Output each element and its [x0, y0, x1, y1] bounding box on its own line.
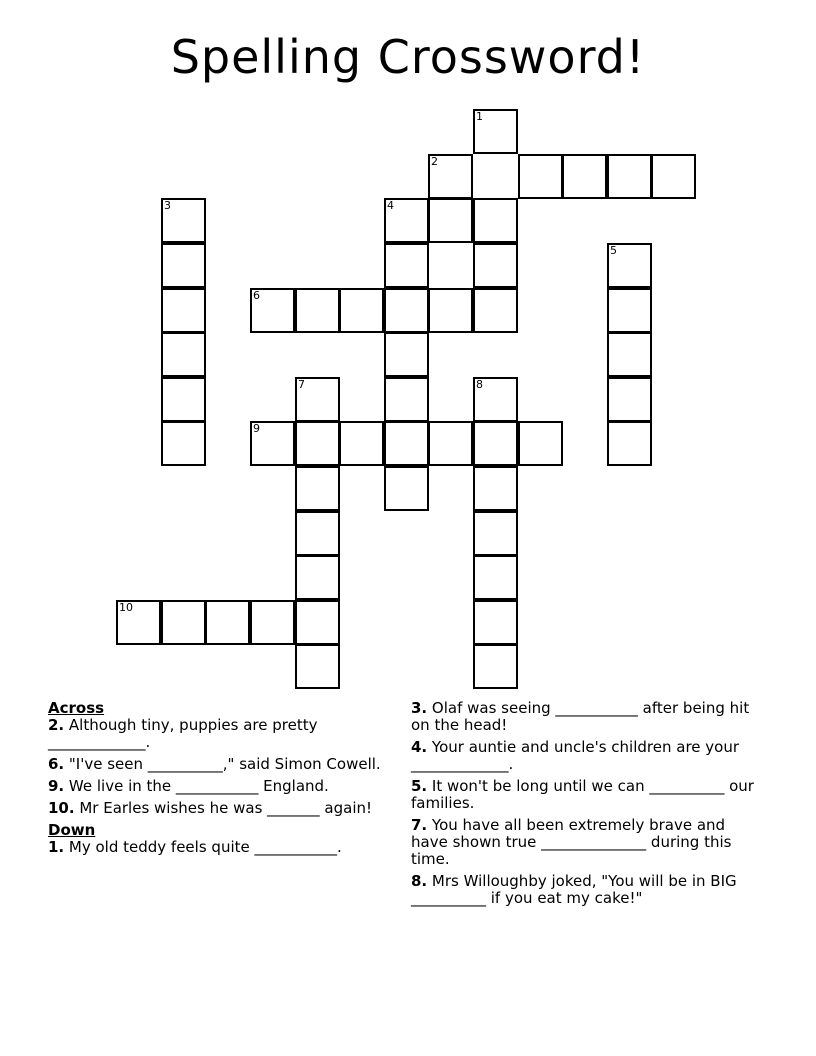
clue-down-3 [411, 700, 756, 734]
crossword-cell[interactable] [473, 511, 518, 556]
crossword-cell[interactable] [161, 377, 206, 422]
clue-number: 7. [411, 816, 428, 834]
crossword-cell[interactable] [339, 421, 384, 466]
crossword-cell[interactable] [384, 288, 429, 333]
clue-text: Mrs Willoughby joked, "You will be in BIG __________ if you eat my cake!" [411, 872, 737, 907]
crossword-cell[interactable] [295, 600, 340, 645]
crossword-cell[interactable] [473, 421, 518, 466]
crossword-cell[interactable] [518, 421, 563, 466]
crossword-cell[interactable] [562, 154, 607, 199]
clue-number: 9. [48, 777, 65, 795]
clue-down-8 [411, 873, 756, 907]
crossword-cell[interactable] [607, 154, 652, 199]
crossword-cell[interactable] [607, 288, 652, 333]
crossword-cell[interactable] [473, 555, 518, 600]
clue-across-9 [48, 778, 393, 795]
crossword-cell[interactable] [295, 466, 340, 511]
crossword-cell[interactable] [651, 154, 696, 199]
crossword-cell[interactable] [295, 555, 340, 600]
clue-down-7 [411, 817, 756, 868]
crossword-cell[interactable] [428, 421, 473, 466]
clue-text: It won't be long until we can __________ our families. [411, 777, 754, 812]
down-heading: Down [48, 821, 96, 839]
clue-text: Olaf was seeing ___________ after being hit on the head! [411, 699, 750, 734]
clue-across-10 [48, 800, 393, 817]
clue-down-5 [411, 778, 756, 812]
crossword-cell[interactable] [384, 332, 429, 377]
crossword-cell[interactable] [428, 198, 473, 243]
crossword-cell[interactable] [384, 466, 429, 511]
cell-number: 4 [387, 199, 394, 212]
crossword-cell[interactable] [607, 421, 652, 466]
cell-number: 1 [476, 110, 483, 123]
clue-number: 6. [48, 755, 65, 773]
clue-text: Your auntie and uncle's children are your _____________. [411, 738, 740, 773]
clue-text: "I've seen __________," said Simon Cowell. [64, 755, 381, 773]
clue-text: We live in the ___________ England. [64, 777, 329, 795]
crossword-cell[interactable] [607, 243, 652, 288]
crossword-cell[interactable] [428, 154, 473, 199]
crossword-cell[interactable] [384, 421, 429, 466]
crossword-cell[interactable] [473, 600, 518, 645]
crossword-cell[interactable] [295, 644, 340, 689]
crossword-cell[interactable] [473, 243, 518, 288]
crossword-cell[interactable] [384, 243, 429, 288]
cell-number: 6 [253, 289, 260, 302]
crossword-cell[interactable] [607, 332, 652, 377]
clue-number: 1. [48, 838, 65, 856]
crossword-cell[interactable] [205, 600, 250, 645]
crossword-cell[interactable] [295, 421, 340, 466]
crossword-cell[interactable] [161, 421, 206, 466]
clues-left-column [48, 700, 393, 861]
crossword-cell[interactable] [339, 288, 384, 333]
cell-number: 7 [298, 378, 305, 391]
crossword-cell[interactable] [250, 600, 295, 645]
crossword-cell[interactable] [428, 288, 473, 333]
clues-right-column [411, 700, 756, 912]
clue-text: Mr Earles wishes he was _______ again! [74, 799, 373, 817]
crossword-cell[interactable] [473, 198, 518, 243]
crossword-cell[interactable] [384, 377, 429, 422]
clue-text: My old teddy feels quite ___________. [64, 838, 342, 856]
clue-down-1 [48, 839, 393, 856]
crossword-cell[interactable] [607, 377, 652, 422]
crossword-cell[interactable] [295, 288, 340, 333]
crossword-cell[interactable] [473, 109, 518, 154]
clue-across-6 [48, 756, 393, 773]
clue-text: You have all been extremely brave and have shown true ______________ during this time. [411, 816, 732, 868]
crossword-cell[interactable] [295, 377, 340, 422]
crossword-cell[interactable] [473, 644, 518, 689]
clue-across-2 [48, 717, 393, 751]
clue-down-4 [411, 739, 756, 773]
crossword-cell[interactable] [161, 288, 206, 333]
clue-number: 10. [48, 799, 75, 817]
crossword-cell[interactable] [295, 511, 340, 556]
crossword-cell[interactable] [161, 332, 206, 377]
crossword-cell[interactable] [250, 421, 295, 466]
crossword-cell[interactable] [473, 466, 518, 511]
clue-number: 2. [48, 716, 65, 734]
clue-number: 4. [411, 738, 428, 756]
clue-text: Although tiny, puppies are pretty _____________. [48, 716, 318, 751]
clue-number: 3. [411, 699, 428, 717]
crossword-cell[interactable] [473, 377, 518, 422]
crossword-cell[interactable] [161, 600, 206, 645]
cell-number: 8 [476, 378, 483, 391]
cell-number: 3 [164, 199, 171, 212]
cell-number: 2 [431, 155, 438, 168]
page-title: Spelling Crossword! [170, 30, 646, 84]
crossword-cell[interactable] [161, 198, 206, 243]
cell-number: 9 [253, 422, 260, 435]
crossword-cell[interactable] [518, 154, 563, 199]
crossword-cell[interactable] [250, 288, 295, 333]
clue-number: 8. [411, 872, 428, 890]
crossword-cell[interactable] [116, 600, 161, 645]
crossword-cell[interactable] [473, 288, 518, 333]
cell-number: 5 [610, 244, 617, 257]
crossword-cell[interactable] [161, 243, 206, 288]
across-heading: Across [48, 699, 105, 717]
clue-number: 5. [411, 777, 428, 795]
crossword-cell[interactable] [384, 198, 429, 243]
cell-number: 10 [119, 601, 133, 614]
